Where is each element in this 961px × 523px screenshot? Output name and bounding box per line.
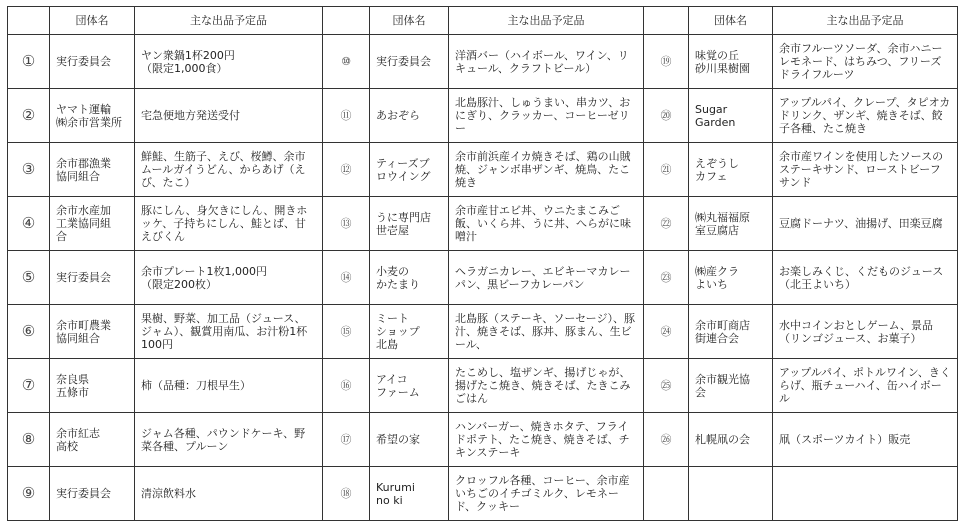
table-row xyxy=(8,467,958,521)
entry-number: ⑫ xyxy=(323,143,370,197)
planned-items: ハンバーガー、焼きホタテ、フライドポテト、たこ焼き、焼きそば、チキンステーキ xyxy=(449,413,644,467)
group-name: 札幌凧の会 xyxy=(689,413,773,467)
planned-items: 凧（スポーツカイト）販売 xyxy=(773,413,958,467)
planned-items: 水中コインおとしゲーム、景品（リンゴジュース、お菓子） xyxy=(773,305,958,359)
group-name-header: 団体名 xyxy=(689,7,773,35)
entry-number: ㉕ xyxy=(644,359,689,413)
planned-items: 北島豚（ステーキ、ソーセージ）、豚汁、焼きそば、豚丼、豚まん、生ビール、 xyxy=(449,305,644,359)
planned-items: アップルパイ、ポトルワイン、きくらげ、瓶チューハイ、缶ハイボール xyxy=(773,359,958,413)
group-name: あおぞら xyxy=(370,89,449,143)
group-name: 余市町商店 街連合会 xyxy=(689,305,773,359)
table-body xyxy=(8,35,958,521)
table-row xyxy=(8,35,958,89)
group-name: 余市水産加 工業協同組 合 xyxy=(50,197,135,251)
number-header xyxy=(8,7,50,35)
exhibitor-table xyxy=(7,6,958,521)
group-name: ヤマト運輸 ㈱余市営業所 xyxy=(50,89,135,143)
planned-items: ジャム各種、パウンドケーキ、野菜各種、プルーン xyxy=(135,413,323,467)
entry-number: ⑭ xyxy=(323,251,370,305)
entry-number: ㉓ xyxy=(644,251,689,305)
entry-number: ㉖ xyxy=(644,413,689,467)
planned-items: 洋酒バー（ハイボール、ワイン、リキュール、クラフトビール） xyxy=(449,35,644,89)
planned-items: 鮮鮭、生筋子、えび、桜鱒、余市ムールガイうどん、からあげ（えび、たこ） xyxy=(135,143,323,197)
table-row xyxy=(8,359,958,413)
planned-items xyxy=(773,467,958,521)
group-name: 余市郡漁業 協同組合 xyxy=(50,143,135,197)
group-name: ミート ショップ 北島 xyxy=(370,305,449,359)
entry-number: ⑨ xyxy=(8,467,50,521)
entry-number: ⑳ xyxy=(644,89,689,143)
number-header xyxy=(323,7,370,35)
entry-number: ⑱ xyxy=(323,467,370,521)
entry-number: ③ xyxy=(8,143,50,197)
table-row xyxy=(8,251,958,305)
planned-items: 余市フルーツソーダ、余市ハニーレモネード、はちみつ、フリーズドライフルーツ xyxy=(773,35,958,89)
planned-items: ヘラガニカレー、エビキーマカレーパン、黒ビーフカレーパン xyxy=(449,251,644,305)
group-name-header: 団体名 xyxy=(370,7,449,35)
entry-number: ④ xyxy=(8,197,50,251)
entry-number: ⑲ xyxy=(644,35,689,89)
group-name: 実行委員会 xyxy=(50,251,135,305)
table-row xyxy=(8,143,958,197)
group-name: うに専門店 世壱屋 xyxy=(370,197,449,251)
table-row xyxy=(8,89,958,143)
entry-number: ⑪ xyxy=(323,89,370,143)
planned-items: 果樹、野菜、加工品（ジュース、ジャム）、観賞用南瓜、お汁粉1杯100円 xyxy=(135,305,323,359)
header-row xyxy=(8,7,958,35)
entry-number: ⑮ xyxy=(323,305,370,359)
group-name: 希望の家 xyxy=(370,413,449,467)
group-name: ティーズブ ロウイング xyxy=(370,143,449,197)
group-name: ㈱産クラ よいち xyxy=(689,251,773,305)
entry-number: ⑬ xyxy=(323,197,370,251)
planned-items: たこめし、塩ザンギ、揚げじゃが、揚げたこ焼き、焼きそば、たきこみごはん xyxy=(449,359,644,413)
entry-number: ⑯ xyxy=(323,359,370,413)
group-name: 実行委員会 xyxy=(370,35,449,89)
planned-items: 柿（品種：刀根早生） xyxy=(135,359,323,413)
planned-items: 余市前浜産イカ焼きそば、鶏の山賊焼、ジャンボ串ザンギ、焼鳥、たこ焼き xyxy=(449,143,644,197)
entry-number: ⑥ xyxy=(8,305,50,359)
group-name: 実行委員会 xyxy=(50,35,135,89)
planned-items: アップルパイ、クレープ、タピオカドリンク、ザンギ、焼きそば、餃子各種、たこ焼き xyxy=(773,89,958,143)
table-row xyxy=(8,305,958,359)
entry-number: ⑰ xyxy=(323,413,370,467)
group-name: ㈱丸福福原 室豆腐店 xyxy=(689,197,773,251)
items-header: 主な出品予定品 xyxy=(773,7,958,35)
entry-number: ⑩ xyxy=(323,35,370,89)
planned-items: 宅急便地方発送受付 xyxy=(135,89,323,143)
group-name: 余市観光協 会 xyxy=(689,359,773,413)
entry-number: ㉔ xyxy=(644,305,689,359)
entry-number: ⑦ xyxy=(8,359,50,413)
planned-items: 余市プレート1枚1,000円 （限定200枚） xyxy=(135,251,323,305)
entry-number: ① xyxy=(8,35,50,89)
entry-number: ⑤ xyxy=(8,251,50,305)
entry-number xyxy=(644,467,689,521)
entry-number: ㉑ xyxy=(644,143,689,197)
group-name xyxy=(689,467,773,521)
items-header: 主な出品予定品 xyxy=(135,7,323,35)
planned-items: 余市産ワインを使用したソースのステーキサンド、ローストビーフサンド xyxy=(773,143,958,197)
planned-items: 余市産甘エビ丼、ウニたまこみご飯、いくら丼、うに丼、へらがに味噌汁 xyxy=(449,197,644,251)
group-name: 余市紅志 高校 xyxy=(50,413,135,467)
items-header: 主な出品予定品 xyxy=(449,7,644,35)
table-row xyxy=(8,413,958,467)
group-name: 実行委員会 xyxy=(50,467,135,521)
planned-items: 豚にしん、身欠きにしん、開きホッケ、子持ちにしん、鮭とば、甘えびくん xyxy=(135,197,323,251)
planned-items: クロッフル各種、コーヒー、余市産いちごのイチゴミルク、レモネード、クッキー xyxy=(449,467,644,521)
number-header xyxy=(644,7,689,35)
entry-number: ② xyxy=(8,89,50,143)
planned-items: 北島豚汁、しゅうまい、串カツ、おにぎり、クラッカー、コーヒーゼリー xyxy=(449,89,644,143)
group-name: 味覚の丘 砂川果樹園 xyxy=(689,35,773,89)
group-name: アイコ ファーム xyxy=(370,359,449,413)
group-name: 余市町農業 協同組合 xyxy=(50,305,135,359)
planned-items: 清涼飲料水 xyxy=(135,467,323,521)
group-name: Kurumi no ki xyxy=(370,467,449,521)
group-name: 小麦の かたまり xyxy=(370,251,449,305)
entry-number: ⑧ xyxy=(8,413,50,467)
group-name: 奈良県 五條市 xyxy=(50,359,135,413)
entry-number: ㉒ xyxy=(644,197,689,251)
planned-items: 豆腐ドーナツ、油揚げ、田楽豆腐 xyxy=(773,197,958,251)
group-name-header: 団体名 xyxy=(50,7,135,35)
group-name: Sugar Garden xyxy=(689,89,773,143)
planned-items: ヤン衆鍋1杯200円 （限定1,000食） xyxy=(135,35,323,89)
group-name: えぞうし カフェ xyxy=(689,143,773,197)
planned-items: お楽しみくじ、くだものジュース（北王よいち） xyxy=(773,251,958,305)
table-row xyxy=(8,197,958,251)
